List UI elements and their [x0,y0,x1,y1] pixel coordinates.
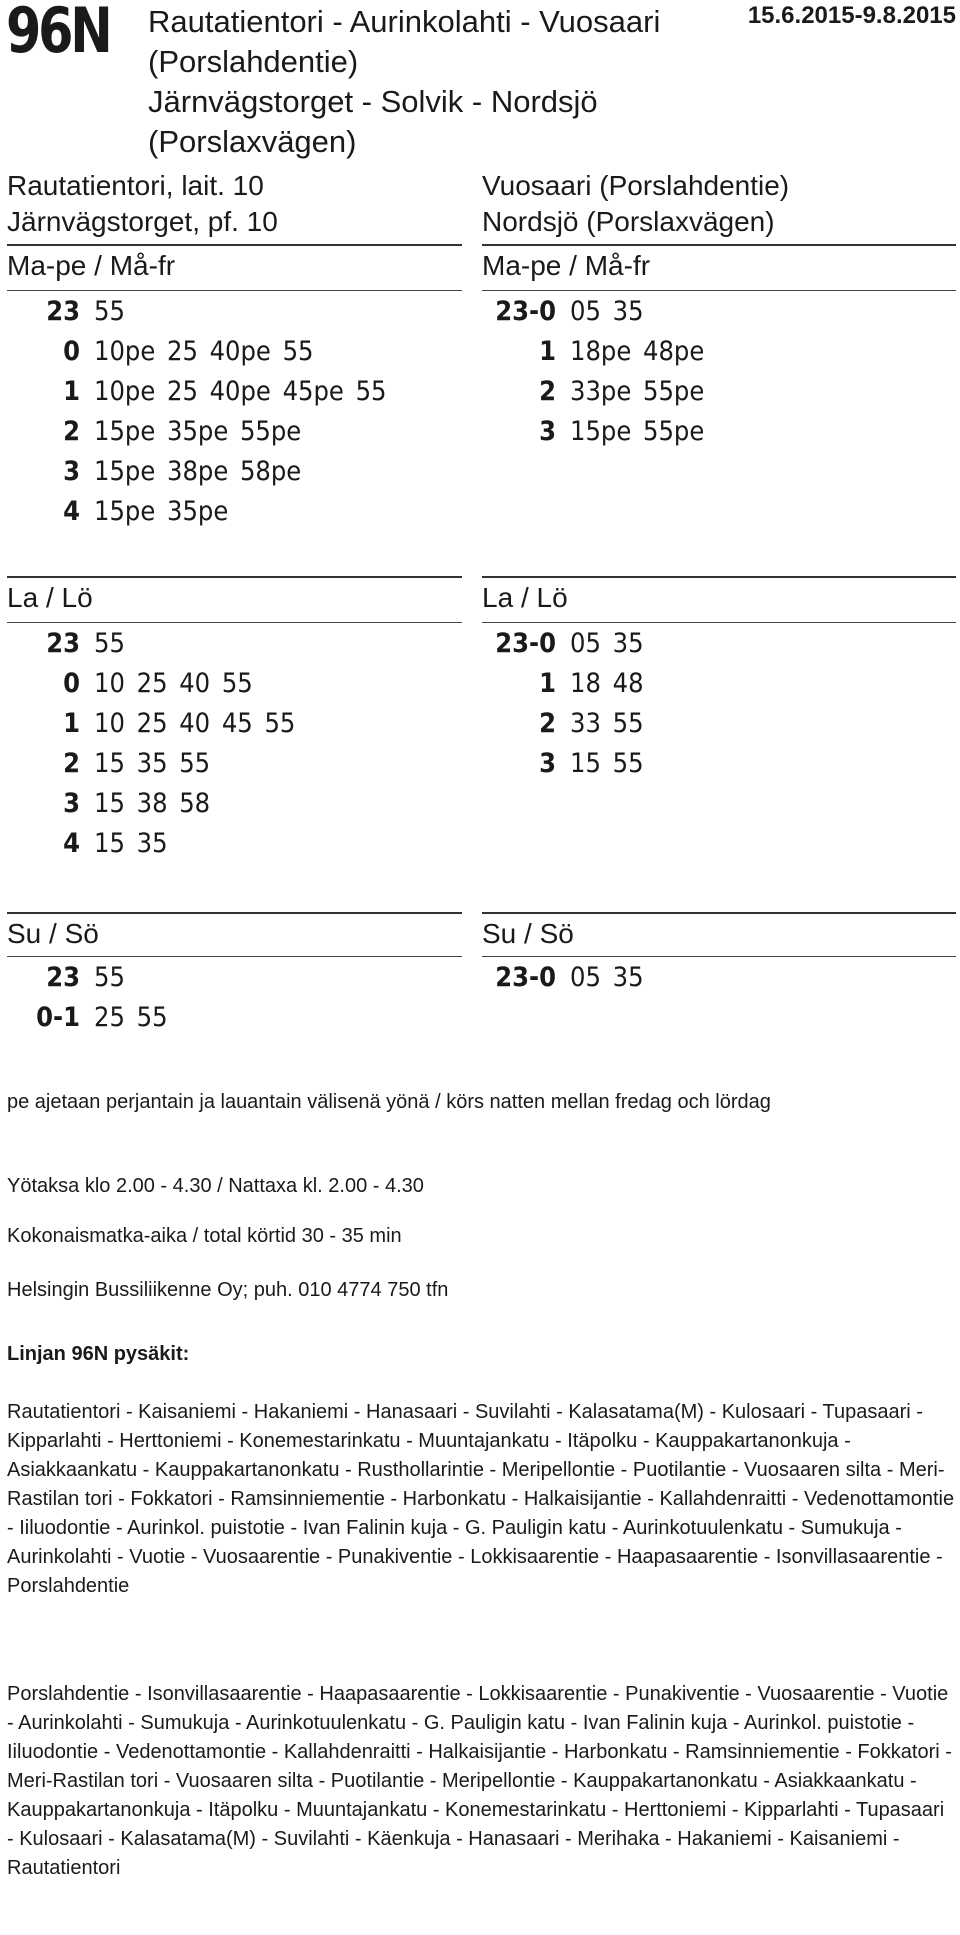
departure-stop-left [7,168,278,240]
minutes-cell: 15pe 55pe [570,416,705,447]
hour-cell: 23-0 [495,628,556,659]
minutes-cell: 10 25 40 45 55 [94,708,296,739]
hour-cell: 1 [63,708,80,739]
hour-cell: 4 [63,496,80,527]
minutes-cell: 10 25 40 55 [94,668,253,699]
minutes-cell: 05 35 [570,628,644,659]
day-label-saturday-right: La / Lö [482,582,568,613]
route-title-fi: Rautatientori - Aurinkolahti - Vuosaari (Porslahdentie) [148,4,661,79]
minutes-cell: 15 35 [94,828,168,859]
hour-cell: 0 [63,336,80,367]
day-label-sunday-right: Su / Sö [482,918,574,949]
hour-cell: 2 [539,708,556,739]
divider [7,290,462,291]
departure-stop-right [482,168,789,240]
minutes-cell: 33pe 55pe [570,376,705,407]
day-label-weekday-right: Ma-pe / Må-fr [482,250,651,281]
hour-cell: 3 [63,456,80,487]
minutes-cell: 15 55 [570,748,644,779]
minutes-cell: 10pe 25 40pe 45pe 55 [94,376,387,407]
stops-heading: Linjan 96N pysäkit: [7,1343,190,1365]
operator-info: Helsingin Bussiliikenne Oy; puh. 010 4774 750 tfn [7,1279,449,1301]
hour-cell: 23-0 [495,296,556,327]
divider [7,244,462,246]
divider [482,290,956,291]
minutes-cell: 15pe 35pe [94,496,229,527]
hour-cell: 23 [46,962,80,993]
day-label-saturday-left: La / Lö [7,582,93,613]
hour-cell: 23 [46,628,80,659]
hour-cell: 2 [539,376,556,407]
route-title-sv: Järnvägstorget - Solvik - Nordsjö (Porslaxvägen) [148,84,598,159]
minutes-cell: 55 [94,628,125,659]
stop-name-fi: Vuosaari (Porslahdentie) [482,170,790,201]
minutes-cell: 55 [94,962,125,993]
minutes-cell: 15 38 58 [94,788,211,819]
hour-cell: 1 [63,376,80,407]
minutes-cell: 15pe 38pe 58pe [94,456,302,487]
divider [7,912,462,914]
day-label-weekday-left: Ma-pe / Må-fr [7,250,176,281]
pe-footnote: pe ajetaan perjantain ja lauantain välisenä yönä / körs natten mellan fredag och lördag [7,1091,771,1113]
minutes-cell: 18pe 48pe [570,336,705,367]
minutes-cell: 05 35 [570,296,644,327]
hour-cell: 23 [46,296,80,327]
day-label-sunday-left: Su / Sö [7,918,99,949]
minutes-cell: 25 55 [94,1002,168,1033]
hour-cell: 2 [63,416,80,447]
line-number: 96N [6,0,110,67]
minutes-cell: 55 [94,296,125,327]
travel-time-note: Kokonaismatka-aika / total körtid 30 - 35 min [7,1225,402,1247]
divider [482,576,956,578]
stop-name-sv: Nordsjö (Porslaxvägen) [482,206,775,237]
hour-cell: 1 [539,668,556,699]
hour-cell: 0 [63,668,80,699]
divider [7,622,462,623]
minutes-cell: 18 48 [570,668,644,699]
route-title [148,2,788,162]
minutes-cell: 33 55 [570,708,644,739]
hour-cell: 0-1 [36,1002,80,1033]
hour-cell: 2 [63,748,80,779]
divider [482,622,956,623]
minutes-cell: 15 35 55 [94,748,211,779]
divider [7,956,462,957]
night-fare-note: Yötaksa klo 2.00 - 4.30 / Nattaxa kl. 2.00 - 4.30 [7,1175,424,1197]
hour-cell: 3 [63,788,80,819]
divider [482,956,956,957]
hour-cell: 1 [539,336,556,367]
hour-cell: 3 [539,748,556,779]
stop-name-fi: Rautatientori, lait. 10 [7,170,264,201]
stops-list-inbound: Porslahdentie - Isonvillasaarentie - Haapasaarentie - Lokkisaarentie - Punakiventie - Vuosaarentie - Vuotie - Aurinkolahti - Sumukuja - Aurinkotuulenkatu - G. Pauligin katu - Ivan Falinin kuja - Aurinkol. puistotie - Iiluodontie - Vedenottamontie - Kallahdenraitti - Halkaisijantie - Harbonkatu - Ramsinniementie - Fokkatori - Meri-Rastilan tori - Vuosaaren silta - Puotilantie - Meripellontie - Kauppakartanonkatu - Asiakkaankatu - Kauppakartanonkuja - Itäpolku - Muuntajankatu - Konemestarinkatu - Herttoniemi - Kipparlahti - Tupasaari - Kulosaari - Kalasatama(M) - Suvilahti - Käenkuja - Hanasaari - Merihaka - Hakaniemi - Kaisaniemi - Rautatientori [7,1683,952,1879]
stop-name-sv: Järnvägstorget, pf. 10 [7,206,278,237]
divider [482,912,956,914]
minutes-cell: 05 35 [570,962,644,993]
hour-cell: 23-0 [495,962,556,993]
hour-cell: 3 [539,416,556,447]
validity-dates: 15.6.2015-9.8.2015 [747,2,956,29]
stops-list-outbound: Rautatientori - Kaisaniemi - Hakaniemi - Hanasaari - Suvilahti - Kalasatama(M) - Kulosaari - Tupasaari - Kipparlahti - Herttoniemi - Konemestarinkatu - Muuntajankatu - Itäpolku - Kauppakartanonkuja - Asiakkaankatu - Kauppakartanonkatu - Rusthollarintie - Meripellontie - Puotilantie - Vuosaaren silta - Meri-Rastilan tori - Fokkatori - Ramsinniementie - Harbonkatu - Halkaisijantie - Kallahdenraitti - Vedenottamontie - Iiluodontie - Aurinkol. puistotie - Ivan Falinin kuja - G. Pauligin katu - Aurinkotuulenkatu - Sumukuja - Aurinkolahti - Vuotie - Vuosaarentie - Punakiventie - Lokkisaarentie - Haapasaarentie - Isonvillasaarentie - Porslahdentie [7,1401,955,1597]
minutes-cell: 15pe 35pe 55pe [94,416,302,447]
divider [7,576,462,578]
minutes-cell: 10pe 25 40pe 55 [94,336,314,367]
hour-cell: 4 [63,828,80,859]
divider [482,244,956,246]
